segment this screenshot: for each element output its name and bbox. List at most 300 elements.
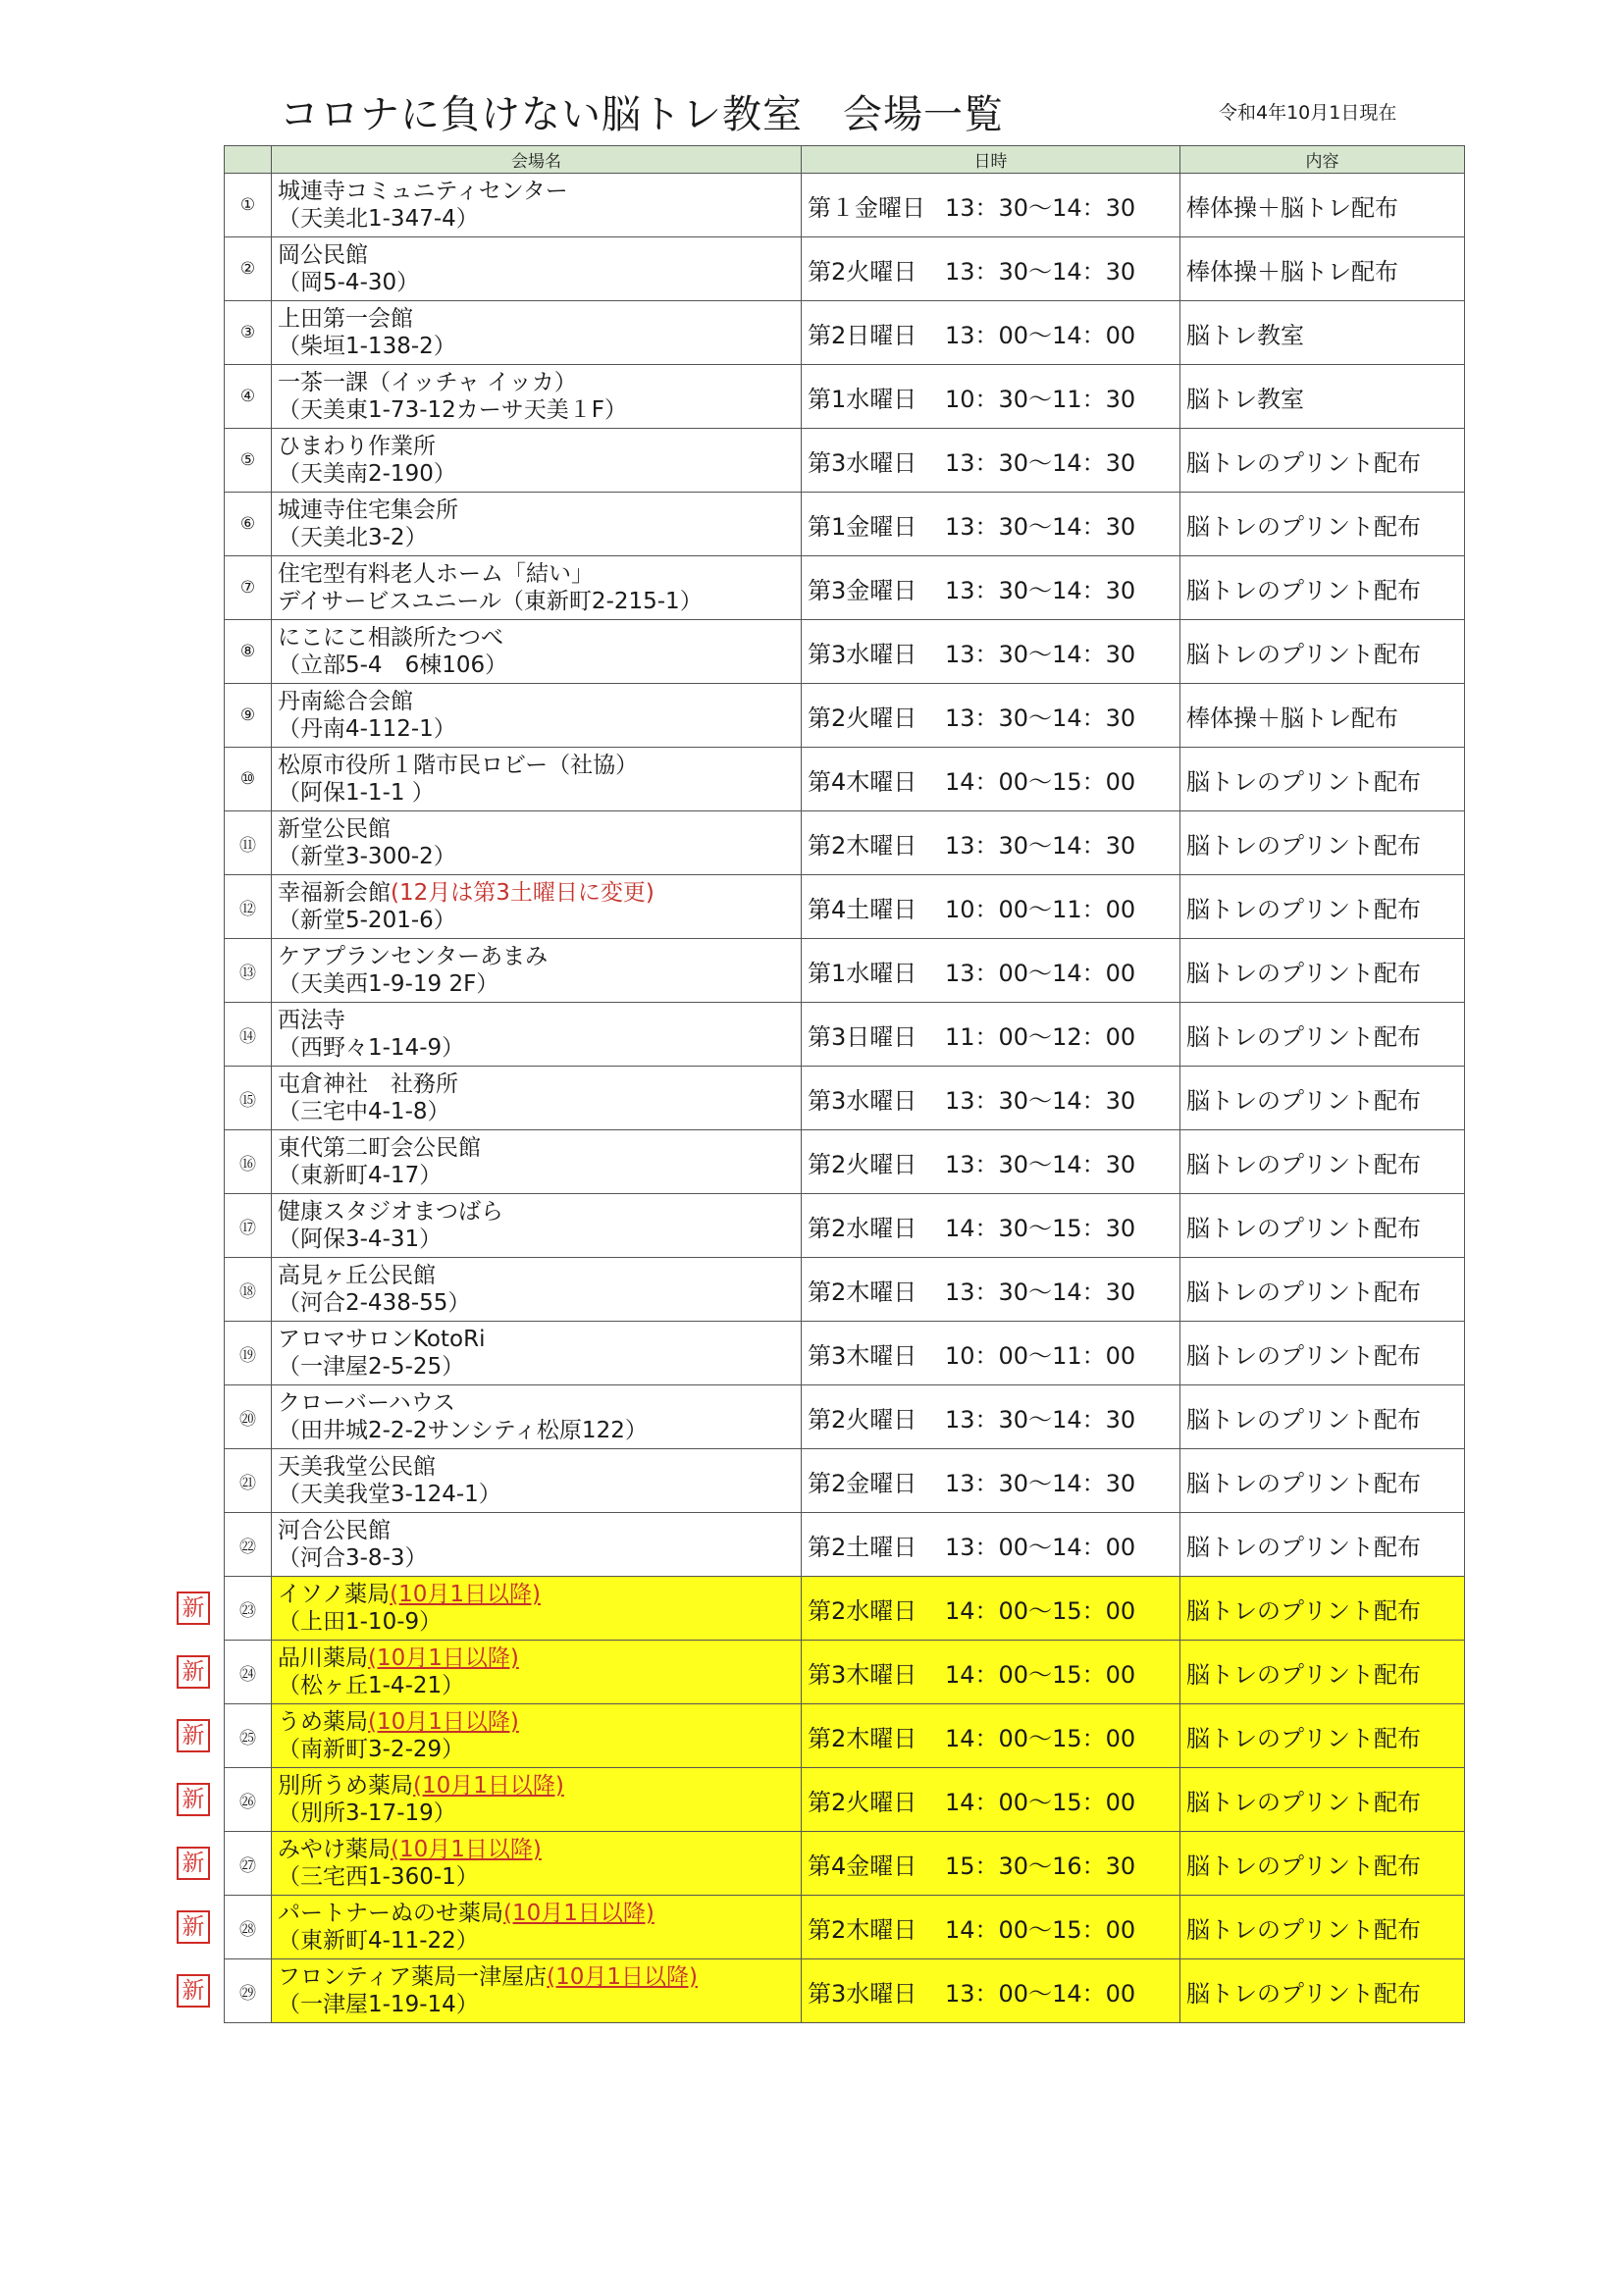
venue-cell xyxy=(272,811,802,875)
datetime-cell xyxy=(802,429,1180,493)
content-cell: 脳トレのプリント配布 xyxy=(1180,556,1465,620)
venue-name: アロマサロンKotoRi xyxy=(278,1327,486,1352)
venue-cell xyxy=(272,1322,802,1385)
venue-address: （田井城2-2-2サンシティ松原122） xyxy=(278,1418,648,1443)
venue-name: 一茶一課（イッチャ イッカ） xyxy=(278,370,577,395)
table-row xyxy=(225,1577,1465,1641)
content-cell: 脳トレのプリント配布 xyxy=(1180,1513,1465,1577)
content-cell: 脳トレのプリント配布 xyxy=(1180,620,1465,684)
weekday: 第１金曜日 xyxy=(808,193,925,222)
venue-name: ひまわり作業所 xyxy=(278,434,436,459)
venue-note: (10月1日以降) xyxy=(503,1901,654,1926)
venue-name: 新堂公民館 xyxy=(278,816,391,842)
venue-name-line xyxy=(278,1708,801,1736)
row-number: ⑰ xyxy=(225,1194,272,1258)
datetime-cell xyxy=(802,1385,1180,1449)
new-badge: 新 xyxy=(177,1592,210,1625)
datetime-cell xyxy=(802,1896,1180,1959)
venue-address: （南新町3-2-29） xyxy=(278,1737,465,1762)
time-range: 13：30～14：30 xyxy=(945,257,1136,286)
content-cell: 脳トレのプリント配布 xyxy=(1180,1130,1465,1194)
time-range: 15：30～16：30 xyxy=(945,1852,1136,1880)
table-row xyxy=(225,620,1465,684)
weekday: 第3日曜日 xyxy=(808,1022,917,1051)
venue-name: うめ薬局 xyxy=(278,1709,368,1735)
new-badge: 新 xyxy=(177,1655,210,1689)
venue-name-line xyxy=(278,752,801,779)
weekday: 第2金曜日 xyxy=(808,1469,917,1497)
content-cell: 脳トレのプリント配布 xyxy=(1180,1449,1465,1513)
venue-cell xyxy=(272,1704,802,1768)
venue-address: （一津屋2-5-25） xyxy=(278,1354,465,1380)
row-number: ⑥ xyxy=(225,493,272,556)
venue-name-line xyxy=(278,305,801,333)
weekday: 第2木曜日 xyxy=(808,831,917,860)
venue-address: （天美東1-73-12カーサ天美１F） xyxy=(278,397,627,423)
content-cell: 脳トレ教室 xyxy=(1180,365,1465,429)
row-number: ㉗ xyxy=(225,1832,272,1896)
content-cell: 棒体操＋脳トレ配布 xyxy=(1180,237,1465,301)
content-cell: 脳トレのプリント配布 xyxy=(1180,1832,1465,1896)
time-range: 13：30～14：30 xyxy=(945,1405,1136,1434)
page-title: コロナに負けない脳トレ教室 会場一覧 xyxy=(280,92,1004,137)
venue-name: 住宅型有料老人ホーム「結い」 xyxy=(278,561,594,587)
datetime-cell xyxy=(802,1067,1180,1130)
venue-address: （西野々1-14-9） xyxy=(278,1035,465,1061)
venue-name-line xyxy=(278,624,801,652)
venue-cell xyxy=(272,1959,802,2023)
venue-name-line xyxy=(278,496,801,524)
venue-cell xyxy=(272,1768,802,1832)
time-range: 10：30～11：30 xyxy=(945,385,1136,413)
venue-name: 屯倉神社 社務所 xyxy=(278,1071,458,1097)
venue-name: 丹南総合会館 xyxy=(278,689,413,714)
time-range: 13：30～14：30 xyxy=(945,193,1136,222)
row-number: ㉔ xyxy=(225,1641,272,1704)
new-badge: 新 xyxy=(177,1783,210,1816)
table-row xyxy=(225,1704,1465,1768)
venue-cell xyxy=(272,237,802,301)
venue-address: （天美我堂3-124-1） xyxy=(278,1482,501,1507)
venue-cell xyxy=(272,1385,802,1449)
venue-cell xyxy=(272,748,802,811)
venue-name-line xyxy=(278,1389,801,1417)
content-cell: 脳トレのプリント配布 xyxy=(1180,1959,1465,2023)
datetime-cell xyxy=(802,556,1180,620)
row-number: ㉖ xyxy=(225,1768,272,1832)
time-range: 14：00～15：00 xyxy=(945,1724,1136,1752)
time-range: 11：00～12：00 xyxy=(945,1022,1136,1051)
venue-note: (10月1日以降) xyxy=(368,1709,519,1735)
venue-cell xyxy=(272,1130,802,1194)
content-cell: 脳トレのプリント配布 xyxy=(1180,1003,1465,1067)
content-cell: 脳トレのプリント配布 xyxy=(1180,1704,1465,1768)
venue-address: （一津屋1-19-14） xyxy=(278,1992,479,2017)
time-range: 13：30～14：30 xyxy=(945,448,1136,477)
venue-name-line xyxy=(278,1070,801,1098)
time-range: 13：00～14：00 xyxy=(945,959,1136,987)
venue-name: 松原市役所１階市民ロビー（社協） xyxy=(278,753,639,778)
datetime-cell xyxy=(802,1959,1180,2023)
content-cell: 脳トレのプリント配布 xyxy=(1180,1577,1465,1641)
weekday: 第1水曜日 xyxy=(808,959,917,987)
weekday: 第2水曜日 xyxy=(808,1214,917,1242)
datetime-cell xyxy=(802,1513,1180,1577)
venue-address: （河合3-8-3） xyxy=(278,1545,428,1571)
time-range: 13：30～14：30 xyxy=(945,512,1136,541)
datetime-cell xyxy=(802,811,1180,875)
table-row xyxy=(225,684,1465,748)
venue-table xyxy=(224,145,1465,2023)
venue-name-line xyxy=(278,879,801,907)
content-cell: 脳トレのプリント配布 xyxy=(1180,1385,1465,1449)
venue-cell xyxy=(272,429,802,493)
time-range: 13：30～14：30 xyxy=(945,1278,1136,1306)
weekday: 第2火曜日 xyxy=(808,704,917,732)
content-cell: 脳トレのプリント配布 xyxy=(1180,1768,1465,1832)
row-number: ⑤ xyxy=(225,429,272,493)
time-range: 13：30～14：30 xyxy=(945,704,1136,732)
datetime-cell xyxy=(802,174,1180,237)
table-row xyxy=(225,811,1465,875)
header-number xyxy=(225,146,272,174)
venue-address: （上田1-10-9） xyxy=(278,1609,443,1635)
venue-address: （岡5-4-30） xyxy=(278,270,420,295)
row-number: ⑫ xyxy=(225,875,272,939)
weekday: 第2火曜日 xyxy=(808,1405,917,1434)
venue-name: 西法寺 xyxy=(278,1008,345,1033)
datetime-cell xyxy=(802,1194,1180,1258)
table-row xyxy=(225,1449,1465,1513)
venue-name: みやけ薬局 xyxy=(278,1837,391,1862)
venue-name-line xyxy=(278,688,801,715)
venue-address: （松ヶ丘1-4-21） xyxy=(278,1673,465,1698)
content-cell: 脳トレのプリント配布 xyxy=(1180,939,1465,1003)
content-cell: 脳トレのプリント配布 xyxy=(1180,1067,1465,1130)
venue-name-line xyxy=(278,1262,801,1289)
venue-address: （柴垣1-138-2） xyxy=(278,334,456,359)
venue-cell xyxy=(272,1194,802,1258)
table-row xyxy=(225,1832,1465,1896)
table-row xyxy=(225,1322,1465,1385)
venue-cell xyxy=(272,493,802,556)
time-range: 13：30～14：30 xyxy=(945,1086,1136,1115)
venue-cell xyxy=(272,620,802,684)
venue-address: （東新町4-11-22） xyxy=(278,1928,479,1954)
table-header-row xyxy=(225,146,1465,174)
venue-cell xyxy=(272,939,802,1003)
venue-name: 別所うめ薬局 xyxy=(278,1773,413,1799)
table-row xyxy=(225,939,1465,1003)
venue-name-line xyxy=(278,1453,801,1481)
venue-cell xyxy=(272,556,802,620)
time-range: 13：30～14：30 xyxy=(945,1150,1136,1178)
venue-name: パートナーぬのせ薬局 xyxy=(278,1901,503,1926)
row-number: ② xyxy=(225,237,272,301)
time-range: 14：00～15：00 xyxy=(945,1660,1136,1689)
venue-name: 城連寺住宅集会所 xyxy=(278,497,458,523)
row-number: ⑬ xyxy=(225,939,272,1003)
row-number: ㉘ xyxy=(225,1896,272,1959)
row-number: ⑩ xyxy=(225,748,272,811)
header-venue-name: 会場名 xyxy=(272,146,802,174)
datetime-cell xyxy=(802,748,1180,811)
table-row xyxy=(225,1194,1465,1258)
row-number: ⑱ xyxy=(225,1258,272,1322)
table-row xyxy=(225,1258,1465,1322)
content-cell: 脳トレのプリント配布 xyxy=(1180,875,1465,939)
datetime-cell xyxy=(802,1003,1180,1067)
table-row xyxy=(225,174,1465,237)
venue-name-line xyxy=(278,433,801,460)
venue-name-line xyxy=(278,1900,801,1927)
datetime-cell xyxy=(802,237,1180,301)
table-row xyxy=(225,1513,1465,1577)
datetime-cell xyxy=(802,1768,1180,1832)
venue-name-line xyxy=(278,1326,801,1353)
time-range: 13：30～14：30 xyxy=(945,831,1136,860)
datetime-cell xyxy=(802,1577,1180,1641)
row-number: ㉕ xyxy=(225,1704,272,1768)
header-content: 内容 xyxy=(1180,146,1465,174)
venue-name: 幸福新会館 xyxy=(278,880,391,906)
weekday: 第3木曜日 xyxy=(808,1660,917,1689)
row-number: ⑯ xyxy=(225,1130,272,1194)
weekday: 第4木曜日 xyxy=(808,767,917,796)
venue-cell xyxy=(272,1258,802,1322)
venue-name: 河合公民館 xyxy=(278,1518,391,1543)
venue-name: 高見ヶ丘公民館 xyxy=(278,1263,436,1288)
row-number: ㉑ xyxy=(225,1449,272,1513)
venue-note: (10月1日以降) xyxy=(391,1837,542,1862)
venue-name-line xyxy=(278,1963,801,1991)
weekday: 第2日曜日 xyxy=(808,321,917,349)
venue-name-line xyxy=(278,369,801,396)
venue-address: （天美北3-2） xyxy=(278,525,428,550)
datetime-cell xyxy=(802,1449,1180,1513)
venue-cell xyxy=(272,174,802,237)
row-number: ① xyxy=(225,174,272,237)
venue-cell xyxy=(272,365,802,429)
venue-address: （三宅西1-360-1） xyxy=(278,1864,479,1890)
row-number: ⑳ xyxy=(225,1385,272,1449)
venue-address: （阿保1-1-1 ） xyxy=(278,780,435,806)
weekday: 第2水曜日 xyxy=(808,1596,917,1625)
venue-address: （天美西1-9-19 2F） xyxy=(278,971,499,997)
venue-address: （東新町4-17） xyxy=(278,1163,443,1188)
content-cell: 脳トレのプリント配布 xyxy=(1180,1896,1465,1959)
time-range: 14：30～15：30 xyxy=(945,1214,1136,1242)
row-number: ⑦ xyxy=(225,556,272,620)
weekday: 第2木曜日 xyxy=(808,1915,917,1944)
venue-note: (10月1日以降) xyxy=(368,1645,519,1671)
table-row xyxy=(225,1130,1465,1194)
venue-address: （立部5-4 6棟106） xyxy=(278,652,508,678)
row-number: ㉒ xyxy=(225,1513,272,1577)
content-cell: 脳トレ教室 xyxy=(1180,301,1465,365)
table-row xyxy=(225,429,1465,493)
datetime-cell xyxy=(802,301,1180,365)
venue-name-line xyxy=(278,943,801,970)
weekday: 第4金曜日 xyxy=(808,1852,917,1880)
time-range: 13：00～14：00 xyxy=(945,1533,1136,1561)
time-range: 14：00～15：00 xyxy=(945,767,1136,796)
venue-address: （三宅中4-1-8） xyxy=(278,1099,450,1124)
venue-cell xyxy=(272,301,802,365)
time-range: 13：30～14：30 xyxy=(945,640,1136,668)
table-row xyxy=(225,1959,1465,2023)
content-cell: 棒体操＋脳トレ配布 xyxy=(1180,684,1465,748)
datetime-cell xyxy=(802,1832,1180,1896)
venue-address: （別所3-17-19） xyxy=(278,1800,456,1826)
venue-cell xyxy=(272,1896,802,1959)
content-cell: 棒体操＋脳トレ配布 xyxy=(1180,174,1465,237)
weekday: 第3水曜日 xyxy=(808,448,917,477)
datetime-cell xyxy=(802,939,1180,1003)
datetime-cell xyxy=(802,1641,1180,1704)
table-row xyxy=(225,493,1465,556)
weekday: 第4土曜日 xyxy=(808,895,917,923)
content-cell: 脳トレのプリント配布 xyxy=(1180,1641,1465,1704)
time-range: 10：00～11：00 xyxy=(945,895,1136,923)
venue-name: イソノ薬局 xyxy=(278,1582,391,1607)
time-range: 13：00～14：00 xyxy=(945,321,1136,349)
venue-cell xyxy=(272,1003,802,1067)
datetime-cell xyxy=(802,1322,1180,1385)
venue-cell xyxy=(272,875,802,939)
header-datetime: 日時 xyxy=(802,146,1180,174)
venue-name-line xyxy=(278,1517,801,1544)
row-number: ⑲ xyxy=(225,1322,272,1385)
table-row xyxy=(225,1896,1465,1959)
weekday: 第3木曜日 xyxy=(808,1341,917,1370)
table-row xyxy=(225,1641,1465,1704)
new-badge: 新 xyxy=(177,1847,210,1880)
content-cell: 脳トレのプリント配布 xyxy=(1180,493,1465,556)
weekday: 第1水曜日 xyxy=(808,385,917,413)
venue-name-line xyxy=(278,1644,801,1672)
time-range: 13：00～14：00 xyxy=(945,1979,1136,2008)
row-number: ㉙ xyxy=(225,1959,272,2023)
weekday: 第2火曜日 xyxy=(808,257,917,286)
venue-rows xyxy=(225,174,1465,2023)
row-number: ⑨ xyxy=(225,684,272,748)
row-number: ㉓ xyxy=(225,1577,272,1641)
datetime-cell xyxy=(802,620,1180,684)
weekday: 第3水曜日 xyxy=(808,1979,917,2008)
table-row xyxy=(225,875,1465,939)
table-row xyxy=(225,1067,1465,1130)
venue-cell xyxy=(272,1449,802,1513)
venue-name-line xyxy=(278,1198,801,1226)
venue-name: 岡公民館 xyxy=(278,242,368,268)
venue-cell xyxy=(272,1067,802,1130)
venue-note: (10月1日以降) xyxy=(390,1582,541,1607)
venue-cell xyxy=(272,1832,802,1896)
venue-name: フロンティア薬局一津屋店 xyxy=(278,1964,548,1990)
venue-name: 天美我堂公民館 xyxy=(278,1454,436,1480)
venue-address: （新堂5-201-6） xyxy=(278,908,456,933)
datetime-cell xyxy=(802,365,1180,429)
table-row xyxy=(225,556,1465,620)
table-row xyxy=(225,301,1465,365)
table-row xyxy=(225,1003,1465,1067)
venue-note: (10月1日以降) xyxy=(413,1773,564,1799)
venue-name-line xyxy=(278,1836,801,1863)
venue-name-line xyxy=(278,1134,801,1162)
venue-name-line xyxy=(278,815,801,843)
content-cell: 脳トレのプリント配布 xyxy=(1180,811,1465,875)
table-row xyxy=(225,237,1465,301)
venue-note: (10月1日以降) xyxy=(547,1964,699,1990)
weekday: 第3水曜日 xyxy=(808,640,917,668)
venue-address: デイサービスユニール（東新町2-215-1） xyxy=(278,589,703,614)
venue-name: 健康スタジオまつばら xyxy=(278,1199,503,1225)
row-number: ④ xyxy=(225,365,272,429)
venue-address: （天美北1-347-4） xyxy=(278,206,479,232)
venue-address: （丹南4-112-1） xyxy=(278,716,456,742)
content-cell: 脳トレのプリント配布 xyxy=(1180,1258,1465,1322)
table-row xyxy=(225,365,1465,429)
datetime-cell xyxy=(802,1704,1180,1768)
time-range: 13：30～14：30 xyxy=(945,576,1136,604)
content-cell: 脳トレのプリント配布 xyxy=(1180,1322,1465,1385)
new-badge: 新 xyxy=(177,1910,210,1944)
venue-name-line xyxy=(278,178,801,205)
time-range: 13：30～14：30 xyxy=(945,1469,1136,1497)
as-of-date: 令和4年10月1日現在 xyxy=(1219,102,1397,124)
venue-cell xyxy=(272,1641,802,1704)
venue-cell xyxy=(272,1577,802,1641)
datetime-cell xyxy=(802,875,1180,939)
venue-name: ケアプランセンターあまみ xyxy=(278,944,549,969)
venue-address: （天美南2-190） xyxy=(278,461,456,487)
content-cell: 脳トレのプリント配布 xyxy=(1180,1194,1465,1258)
content-cell: 脳トレのプリント配布 xyxy=(1180,429,1465,493)
row-number: ⑧ xyxy=(225,620,272,684)
venue-name: クローバーハウス xyxy=(278,1390,456,1416)
row-number: ⑮ xyxy=(225,1067,272,1130)
row-number: ⑪ xyxy=(225,811,272,875)
venue-address: （河合2-438-55） xyxy=(278,1290,471,1316)
table-row xyxy=(225,748,1465,811)
weekday: 第1金曜日 xyxy=(808,512,917,541)
venue-cell xyxy=(272,684,802,748)
datetime-cell xyxy=(802,684,1180,748)
weekday: 第2土曜日 xyxy=(808,1533,917,1561)
table-row xyxy=(225,1768,1465,1832)
datetime-cell xyxy=(802,493,1180,556)
venue-name-line xyxy=(278,1007,801,1034)
venue-name-line xyxy=(278,1581,801,1608)
venue-note: (12月は第3土曜日に変更) xyxy=(391,880,654,906)
venue-name-line xyxy=(278,241,801,269)
venue-address: （阿保3-4-31） xyxy=(278,1226,443,1252)
time-range: 14：00～15：00 xyxy=(945,1788,1136,1816)
new-badge: 新 xyxy=(177,1719,210,1752)
datetime-cell xyxy=(802,1258,1180,1322)
venue-name-line xyxy=(278,560,801,588)
time-range: 14：00～15：00 xyxy=(945,1915,1136,1944)
row-number: ③ xyxy=(225,301,272,365)
venue-name: 東代第二町会公民館 xyxy=(278,1135,481,1161)
table-row xyxy=(225,1385,1465,1449)
weekday: 第2火曜日 xyxy=(808,1788,917,1816)
venue-address: （新堂3-300-2） xyxy=(278,844,456,869)
time-range: 10：00～11：00 xyxy=(945,1341,1136,1370)
time-range: 14：00～15：00 xyxy=(945,1596,1136,1625)
new-badge: 新 xyxy=(177,1974,210,2008)
